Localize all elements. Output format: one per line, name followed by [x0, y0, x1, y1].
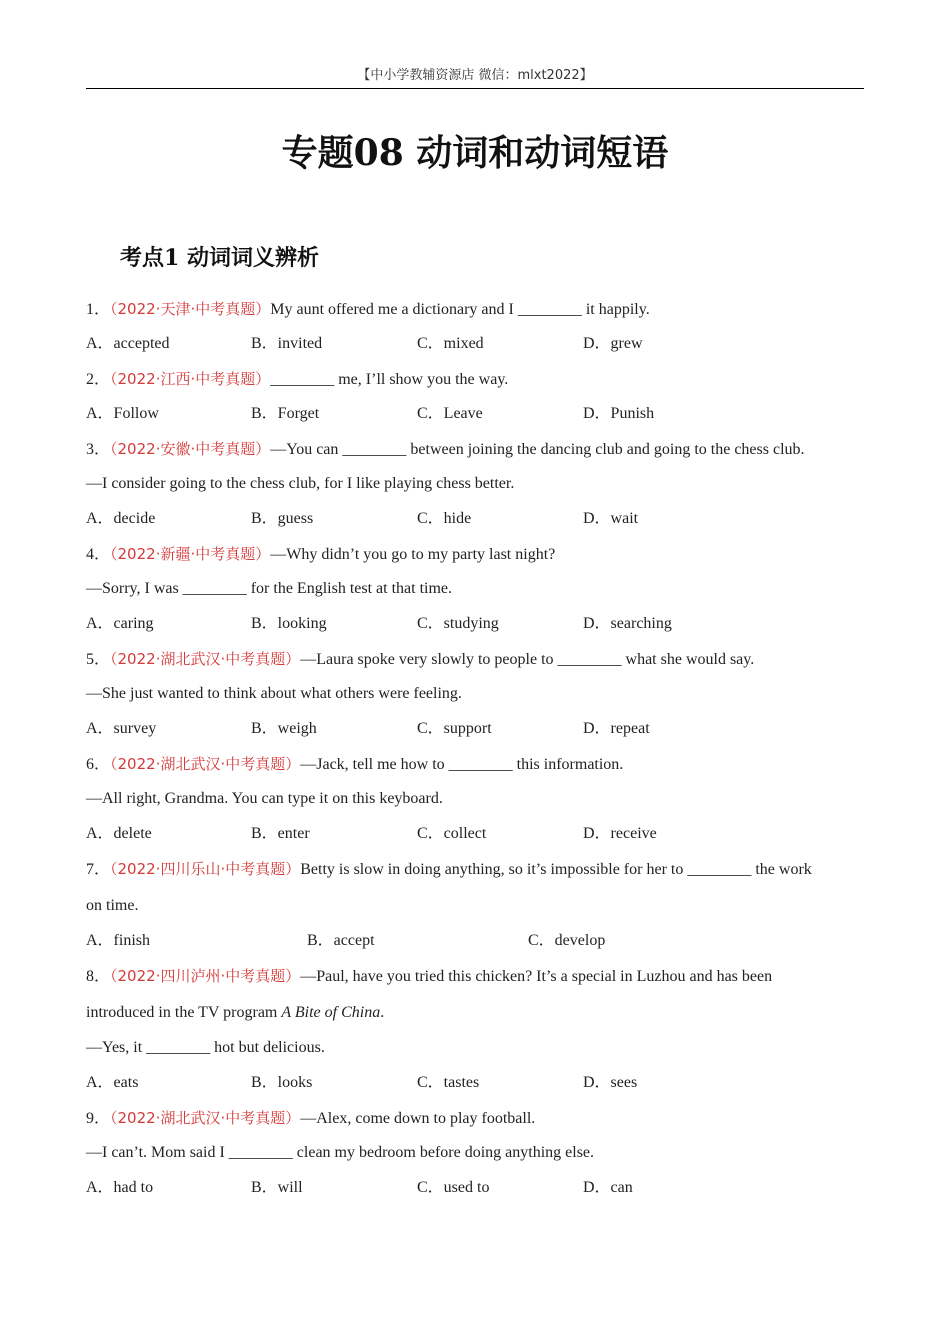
- question-4-stem: [86, 542, 876, 567]
- question-source: （2022·四川泸州·中考真题）: [110, 967, 301, 985]
- question-number: 6．: [86, 756, 111, 773]
- question-6-stem: [86, 752, 876, 777]
- question-8-line2: [86, 1001, 876, 1025]
- question-source: （2022·新疆·中考真题）: [110, 545, 271, 563]
- option-a: A．delete: [86, 825, 152, 842]
- question-number: 9．: [86, 1110, 111, 1127]
- question-text: My aunt offered me a dictionary and I ________ it happily.: [270, 301, 650, 318]
- question-7-line2: on time.: [86, 897, 139, 914]
- question-7-options: [86, 929, 876, 953]
- option-a: A．finish: [86, 932, 151, 949]
- question-source: （2022·湖北武汉·中考真题）: [110, 1109, 301, 1127]
- page-header: 【中小学教辅资源店 微信：mlxt2022】: [86, 66, 864, 89]
- question-source: （2022·湖北武汉·中考真题）: [110, 650, 301, 668]
- option-b: B．looks: [251, 1074, 313, 1091]
- option-c: C．support: [417, 720, 492, 737]
- question-source: （2022·湖北武汉·中考真题）: [110, 755, 301, 773]
- question-text: —Laura spoke very slowly to people to ________ what she would say.: [300, 651, 755, 668]
- option-c: C．tastes: [417, 1074, 480, 1091]
- option-d: D．receive: [583, 825, 657, 842]
- question-4-line2: —Sorry, I was ________ for the English test at that time.: [86, 580, 453, 597]
- question-text: —Paul, have you tried this chicken? It’s a special in Luzhou and has been: [300, 968, 773, 985]
- question-8-stem: [86, 964, 876, 989]
- question-8-line3: —Yes, it ________ hot but delicious.: [86, 1039, 325, 1056]
- question-9-options: [86, 1176, 876, 1200]
- question-1-options: [86, 332, 876, 356]
- question-number: 8．: [86, 968, 111, 985]
- question-2-options: [86, 402, 876, 426]
- question-text: —Alex, come down to play football.: [300, 1110, 536, 1127]
- option-b: B．accept: [307, 932, 375, 949]
- question-text: —You can ________ between joining the dancing club and going to the chess club.: [270, 441, 805, 458]
- question-5-line2: —She just wanted to think about what others were feeling.: [86, 685, 462, 702]
- option-a: A．decide: [86, 510, 156, 527]
- option-d: D．searching: [583, 615, 672, 632]
- question-2-stem: [86, 367, 876, 392]
- question-text: ________ me, I’ll show you the way.: [270, 371, 509, 388]
- page-title: 专题08 动词和动词短语: [281, 132, 669, 174]
- question-5-stem: [86, 647, 876, 672]
- question-number: 1．: [86, 301, 111, 318]
- section-heading: 考点1 动词词义辨析: [120, 245, 319, 271]
- option-c: C．collect: [417, 825, 487, 842]
- option-a: A．eats: [86, 1074, 139, 1091]
- option-c: C．develop: [528, 932, 606, 949]
- question-6-line2: —All right, Grandma. You can type it on this keyboard.: [86, 790, 443, 807]
- option-c: C．Leave: [417, 405, 483, 422]
- question-4-options: [86, 612, 876, 636]
- option-b: B．will: [251, 1179, 303, 1196]
- option-d: D．sees: [583, 1074, 638, 1091]
- option-c: C．mixed: [417, 335, 484, 352]
- question-8-options: [86, 1071, 876, 1095]
- option-b: B．Forget: [251, 405, 320, 422]
- question-6-options: [86, 822, 876, 846]
- option-c: C．used to: [417, 1179, 490, 1196]
- question-5-options: [86, 717, 876, 741]
- option-a: A．Follow: [86, 405, 159, 422]
- option-b: B．weigh: [251, 720, 317, 737]
- question-source: （2022·四川乐山·中考真题）: [110, 860, 301, 878]
- question-text-part: introduced in the TV program: [86, 1004, 282, 1021]
- question-source: （2022·江西·中考真题）: [110, 370, 271, 388]
- option-d: D．Punish: [583, 405, 655, 422]
- question-text: Betty is slow in doing anything, so it’s impossible for her to ________ the work: [300, 861, 812, 878]
- question-text: —Jack, tell me how to ________ this information.: [300, 756, 624, 773]
- question-9-stem: [86, 1106, 876, 1131]
- option-d: D．grew: [583, 335, 643, 352]
- question-number: 3．: [86, 441, 111, 458]
- question-3-line2: —I consider going to the chess club, for I like playing chess better.: [86, 475, 515, 492]
- question-source: （2022·天津·中考真题）: [110, 300, 271, 318]
- question-3-options: [86, 507, 876, 531]
- question-1-stem: [86, 297, 876, 322]
- question-text-part: .: [380, 1004, 385, 1021]
- option-d: D．can: [583, 1179, 633, 1196]
- option-d: D．wait: [583, 510, 639, 527]
- option-a: A．accepted: [86, 335, 170, 352]
- question-9-line2: —I can’t. Mom said I ________ clean my bedroom before doing anything else.: [86, 1144, 595, 1161]
- question-7-stem: [86, 857, 876, 882]
- question-source: （2022·安徽·中考真题）: [110, 440, 271, 458]
- option-b: B．looking: [251, 615, 327, 632]
- option-a: A．caring: [86, 615, 154, 632]
- question-text: —Why didn’t you go to my party last night?: [270, 546, 556, 563]
- question-number: 7．: [86, 861, 111, 878]
- option-c: C．hide: [417, 510, 472, 527]
- question-3-stem: [86, 437, 876, 462]
- program-title: A Bite of China: [281, 1004, 381, 1021]
- option-b: B．invited: [251, 335, 323, 352]
- option-b: B．guess: [251, 510, 314, 527]
- question-number: 2．: [86, 371, 111, 388]
- option-b: B．enter: [251, 825, 310, 842]
- option-a: A．survey: [86, 720, 157, 737]
- option-a: A．had to: [86, 1179, 154, 1196]
- option-d: D．repeat: [583, 720, 650, 737]
- question-number: 5．: [86, 651, 111, 668]
- option-c: C．studying: [417, 615, 499, 632]
- question-number: 4．: [86, 546, 111, 563]
